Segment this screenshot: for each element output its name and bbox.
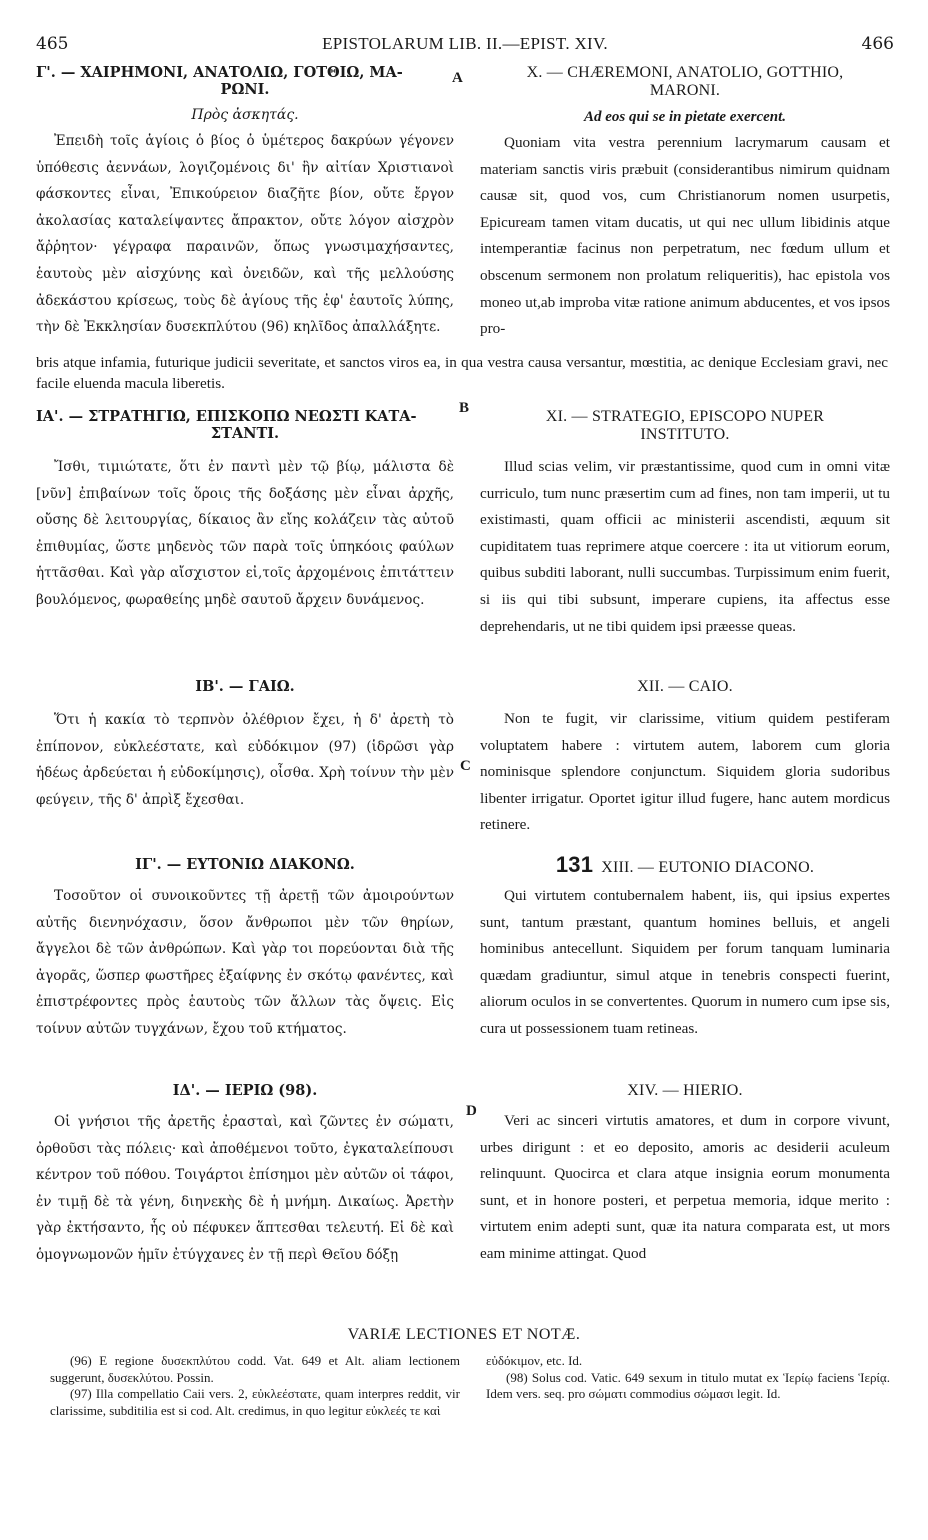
latin-letter-10	[480, 64, 890, 364]
latin-letter-title	[480, 64, 890, 100]
greek-letter-text: Ἐπειδὴ τοῖς ἁγίοις ὁ βίος ὁ ὑμέτερος δακρύων γέγονεν ὑπόθεσις ἀεννάων, λογιζομένοις δι' ἣν αἰτίαν Χριστιανοὶ φάσκοντες εἶναι, Ἐπικούρειον διαζῆτε βίον, οὔτε ἔργον ἀκολασίας καταλείψαντες ἄπρακτον, οὔτε λόγον αἰσχρὸν ἄῤῥητον· γέγραφα παραινῶν, ὅπως γνωσιμαχήσαντες, ἑαυτοὺς μὲν αἰσχύνης καὶ ὀνειδῶν, καὶ τῆς μελλούσης ἀδεκάστου κρίσεως, τοὺς δὲ ἁγίους τῆς ἐφ' ἑαυτοῖς λύπης, τὴν δὲ Ἐκκλησίαν δυσεκπλύτου (96) κηλῖδος ἀπαλλάξητε.	[36, 133, 454, 336]
latin-title-line-2: INSTITUTO.	[640, 426, 730, 443]
greek-letter-title	[36, 408, 454, 442]
notes-right-column	[486, 1353, 890, 1403]
greek-letter-title	[36, 64, 454, 98]
greek-title-line-2: ΡΩΝΙ.	[220, 81, 270, 98]
latin-letter-text: Illud scias velim, vir præstantissime, quod cum in omni vitæ curriculo, tum nunc præsertim cum ad fines, non tam imperii, ut tu existimasti, quam officii ac ministerii ascendisti, æquum sit cupiditatem tuas reprimere atque coercere : ita ut vitiorum eorum, quibus subditi laborant, nulli succumbas. Turpissimum enim fuerit, si iis qui tibi subsunt, imperare cupiens, ita affectus esse deprehendaris, ut ne tibi quidem ipsi præesse queas.	[480, 458, 890, 635]
note-97: (97) Illa compellatio Caii vers. 2, εὐκλεέστατε, quam interpres reddit, vir clarissime, subditilia est si cod. Alt. credimus, in quo legitur εὐκλεές τε καὶ	[50, 1386, 460, 1418]
latin-letter-13	[480, 856, 890, 1076]
greek-letter-text: Τοσοῦτον οἱ συνοικοῦντες τῇ ἀρετῇ τῶν ἀμοιρούντων αὐτῆς διενηνόχασιν, ὅσον ἄνθρωποι μὲν τῶν θηρίων, ἄγγελοι δὲ τῶν ἀνθρώπων. Καὶ γὰρ τοι πορεύονται διὰ τῆς ἀγορᾶς, ὥσπερ φωστῆρες ἐξαίφνης ἐν σκότῳ φανέντες, καὶ ἐπιστρέφοντες πρὸς ἑαυτοὺς τῶν ἄλλων τὰς ὄψεις. Εἰς τοίνυν αὐτῶν τυγχάνων, ἔχου τοῦ κτήματος.	[36, 888, 454, 1037]
greek-letter-title: ΙΓ'. — ΕΥΤΟΝΙΩ ΔΙΑΚΟΝΩ.	[135, 856, 355, 873]
margin-letter-a: A	[452, 70, 463, 86]
latin-letter-subtitle: Ad eos qui se in pietate exercent.	[583, 109, 787, 125]
greek-title-line-2: ΣΤΑΝΤΙ.	[210, 425, 280, 442]
latin-letter-14	[480, 1082, 890, 1312]
running-title: EPISTOLARUM LIB. II.—EPIST. XIV.	[322, 34, 608, 53]
latin-letter-11	[480, 408, 890, 676]
greek-letter-13	[36, 856, 454, 1066]
greek-title-line-1: ΙΑ'. — ΣΤΡΑΤΗΓΙΩ, ΕΠΙΣΚΟΠΩ ΝΕΩΣΤΙ ΚΑΤΑ-	[36, 408, 417, 425]
greek-letter-text: Ἴσθι, τιμιώτατε, ὅτι ἐν παντὶ μὲν τῷ βίῳ, μάλιστα δὲ [νῦν] ἐπιβαίνων τοῖς ὅροις τῆς δοξάσης μὲν εἶναι ἀρχῆς, οὔσης δὲ λειτουργίας, δίκαιος ἂν εἴης κολάζειν τὰς αὐτοῦ ἐπιθυμίας, ὥστε μηδενὸς τῶν παρὰ τοῖς ὑπηκόοις φαύλων ἡττᾶσθαι. Καὶ γὰρ αἴσχιστον εἰ,τοῖς ἀρχομένοις ἐπιτάττειν βουλόμενος, φωραθείης μηδὲ σαυτοῦ ἄρχειν δυνάμενος.	[36, 459, 454, 608]
latin-letter-text: Non te fugit, vir clarissime, vitium quidem pestiferam voluptatem habere : virtutem autem, laborem cum gloria nominisque splendore conjunctum. Siquidem gloria sudoribus libenter irrigatur. Oportet igitur illud fugere, hanc autem mordicus retinere.	[480, 710, 890, 834]
greek-letter-text: Ὅτι ἡ κακία τὸ τερπνὸν ὀλέθριον ἔχει, ἡ δ' ἀρετὴ τὸ ἐπίπονον, εὐκλεέστατε, καὶ εὐδόκιμον (97) (ἱδρῶσι γὰρ ἡδέως ἀρδεύεται ἡ εὐδοκίμησις), οἶσθα. Χρὴ τοίνυν τὴν μὲν φεύγειν, τῆς δ' ἀπρὶξ ἔχεσθαι.	[36, 712, 454, 808]
latin-letter-10-continuation: bris atque infamia, futurique judicii severitate, et sanctos viros ea, in qua vestra causa versantur, mœstitia, ac denique Ecclesiam gravi, nec facile eluenda macula liberetis.	[36, 354, 888, 392]
latin-letter-text: Veri ac sinceri virtutis amatores, et dum in corpore vivunt, urbes dirigunt : et eo deposito, amoris ac desiderii aculeum relinquunt. Quocirca et clara atque insignia eorum monumenta sunt, et in honore posteri, et perpetua memoria, idque merito : virtutem enim adepti sunt, quæ ita natura comparata est, ut mors eam minime attingat. Quod	[480, 1112, 890, 1262]
notes-left-column	[50, 1353, 460, 1419]
margin-letter-b: B	[459, 400, 470, 416]
page-number-right: 466	[861, 34, 894, 54]
column-number: 131	[555, 856, 594, 877]
greek-letter-14	[36, 1082, 454, 1312]
latin-title-line-2: MARONI.	[649, 82, 721, 99]
greek-letter-10	[36, 64, 454, 364]
margin-letter-c: C	[460, 758, 471, 774]
latin-title-text: XIII. — EUTONIO DIACONO.	[601, 859, 815, 876]
greek-title-line-1: Γ'. — ΧΑΙΡΗΜΟΝΙ, ΑΝΑΤΟΛΙΩ, ΓΟΤΘΙΩ, ΜΑ-	[36, 64, 403, 81]
greek-letter-11	[36, 408, 454, 658]
notes-heading: VARIÆ LECTIONES ET NOTÆ.	[347, 1326, 581, 1343]
latin-letter-title	[480, 856, 890, 877]
latin-letter-title: XII. — CAIO.	[637, 678, 733, 695]
latin-letter-text: Qui virtutem contubernalem habent, iis, qui ipsius expertes sunt, tantum præstant, quantum homines belluis, et angeli hominibus antecellunt. Siquidem per forum tanquam luminaria quædam gradiuntur, simul atque in tenebris conspecti fuerint, aliorum oculos in se convertentes. Quorum in numero cum ipse sis, cura ut possessionem tuam retineas.	[480, 887, 890, 1037]
latin-title-line-1: XI. — STRATEGIO, EPISCOPO NUPER	[545, 408, 825, 425]
margin-letter-d: D	[466, 1103, 477, 1119]
greek-letter-subtitle: Πρὸς ἀσκητάς.	[191, 107, 299, 123]
note-96: (96) E regione δυσεκπλύτου codd. Vat. 649 et Alt. aliam lectionem suggerunt, δυσεκλύτου. Possin.	[50, 1353, 460, 1385]
latin-letter-title	[480, 408, 890, 444]
greek-letter-12	[36, 678, 454, 828]
latin-letter-12	[480, 678, 890, 858]
greek-letter-title: ΙΔ'. — ΙΕΡΙΩ (98).	[172, 1082, 318, 1099]
page-number-left: 465	[36, 34, 69, 54]
note-98: (98) Solus cod. Vatic. 649 sexum in titulo mutat ex Ἱερίῳ faciens Ἱερίᾳ. Idem vers. seq. pro σώματι commodius σώμασι legit. Id.	[486, 1369, 890, 1401]
latin-letter-text: Quoniam vita vestra perennium lacrymarum causam et materiam sanctis viris præbuit (considerantibus nimirum quidnam causæ sit, quod vos, cum Christianorum nomen usurpetis, Epicuream tamen vitam ducatis, ut qui nec ullum libidinis atque intemperantiæ facinus non perpetratum, nec fœdum ullum et obscenum sermonem non prolatum reliqueritis), hac epistola vos moneo ut,ab improba vitæ ratione animum abducentes, et vos ipsos pro-	[480, 134, 890, 338]
greek-letter-text: Οἱ γνήσιοι τῆς ἀρετῆς ἐρασταὶ, καὶ ζῶντες ἐν σώματι, ὀρθοῦσι τὰς πόλεις· καὶ ἀποθέμενοι τοῦτο, ἐγκαταλείπουσι κέντρον τοῦ πόθου. Τοιγάρτοι ἐπίσημοι μὲν αὐτῶν οἱ τάφοι, ἐν τιμῇ δὲ τὰ γένη, διηνεκὴς δὲ ἡ μνήμη. Δικαίως. Ἀρετὴν γὰρ ἐκτήσαντο, ἧς οὐ πέφυκεν ἅπτεσθαι τελευτή. Εἰ δὲ καὶ ὁμογνωμονῶν ἡμῖν ἐτύγχανες ἐν τῇ περὶ Θεῖου δόξῃ	[36, 1114, 454, 1263]
latin-letter-title: XIV. — HIERIO.	[627, 1082, 743, 1099]
note-97-continuation: εὐδόκιμον, etc. Id.	[486, 1353, 583, 1368]
latin-title-line-1: X. — CHÆREMONI, ANATOLIO, GOTTHIO,	[526, 64, 844, 81]
running-head	[36, 34, 894, 56]
greek-letter-title: ΙΒ'. — ΓΑΙΩ.	[195, 678, 295, 695]
